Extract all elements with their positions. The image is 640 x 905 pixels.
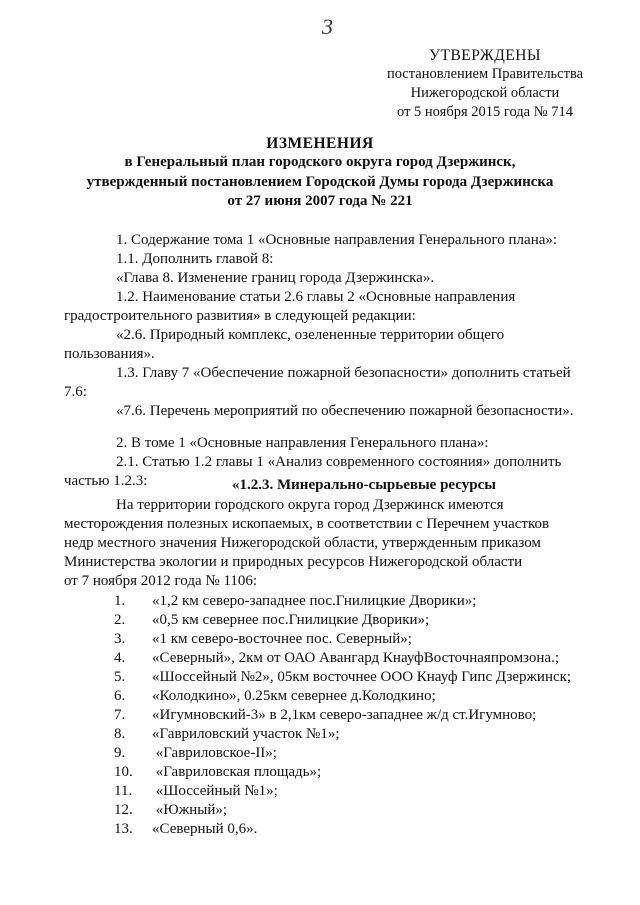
list-item-number: 11. (114, 783, 133, 799)
list-item-number: 5. (114, 669, 126, 685)
list-item-text: «Северный 0,6». (152, 821, 258, 837)
paragraph-1-2: 1.2. Наименование статьи 2.6 главы 2 «Основные направления (116, 289, 516, 305)
list-item (114, 630, 412, 649)
section-text-line: Министерства экологии и природных ресурсов Нижегородской области (64, 554, 523, 570)
title-line: утвержденный постановлением Городской Думы города Дзержинска (86, 173, 554, 190)
list-item-number: 6. (114, 688, 126, 704)
title-line: в Генеральный план городского округа город Дзержинск, (124, 154, 516, 170)
list-item (114, 725, 340, 744)
section-text-line: недр местного значения Нижегородской области, утвержденным приказом (64, 535, 541, 551)
list-item (114, 592, 476, 611)
list-item-text: «Шоссейный №2», 05км восточнее ООО Кнауф Гипс Дзержинск; (152, 669, 572, 685)
approval-line: Нижегородской области (410, 85, 560, 101)
list-item (114, 763, 321, 782)
paragraph-1-3: 1.3. Главу 7 «Обеспечение пожарной безопасности» дополнить статьей (116, 365, 571, 381)
list-item-text: «Гавриловская площадь»; (152, 764, 322, 780)
list-item-text: «Южный»; (152, 802, 228, 818)
title-line: от 27 июня 2007 года № 221 (227, 193, 413, 209)
list-item-number: 12. (114, 802, 133, 818)
list-item-text: «Гавриловское-II»; (152, 745, 277, 761)
list-item (114, 649, 559, 668)
paragraph-1-2-quote: «2.6. Природный комплекс, озелененные территории общего (116, 327, 505, 343)
section-subheading: «1.2.3. Минерально-сырьевые ресурсы (232, 477, 496, 493)
list-item (114, 668, 571, 687)
page-number: 3 (322, 14, 333, 39)
list-item-number: 4. (114, 650, 126, 666)
list-item (114, 687, 436, 706)
list-item (114, 706, 536, 725)
list-item-text: «Игумновский-3» в 2,1км северо-западнее ж/д ст.Игумново; (152, 707, 537, 723)
approval-heading: УТВЕРЖДЕНЫ (429, 47, 541, 64)
document-title (40, 134, 600, 212)
paragraph-2-1: 2.1. Статью 1.2 главы 1 «Анализ современного состояния» дополнить (116, 454, 562, 470)
paragraph-2-1-cont: частью 1.2.3: (64, 473, 148, 489)
approval-block (360, 46, 610, 122)
title-heading: ИЗМЕНЕНИЯ (266, 135, 374, 152)
section-text-line: месторождения полезных ископаемых, в соответствии с Перечнем участков (64, 516, 550, 532)
list-item-number: 10. (114, 764, 133, 780)
paragraph-1-2-quote-cont: пользования». (64, 346, 155, 362)
list-item-text: «0,5 км севернее пос.Гнилицкие Дворики»; (152, 612, 430, 628)
list-item-number: 9. (114, 745, 126, 761)
list-item-text: «Шоссейный №1»; (152, 783, 278, 799)
paragraph-1-1-text: «Глава 8. Изменение границ города Дзержинска». (116, 270, 435, 286)
list-item (114, 611, 429, 630)
list-item-number: 1. (114, 593, 126, 609)
approval-line: от 5 ноября 2015 года № 714 (397, 104, 573, 120)
list-item-text: «Колодкино», 0.25км севернее д.Колодкино; (152, 688, 436, 704)
list-item-text: «1,2 км северо-западнее пос.Гнилицкие Дворики»; (152, 593, 477, 609)
list-item-number: 2. (114, 612, 126, 628)
list-item-text: «1 км северо-восточнее пос. Северный»; (152, 631, 412, 647)
list-item (114, 744, 277, 763)
paragraph-2: 2. В томе 1 «Основные направления Генерального плана»: (116, 435, 489, 451)
section-text-line: На территории городского округа город Дзержинск имеются (116, 497, 504, 513)
list-item-number: 7. (114, 707, 126, 723)
paragraph-1-3-cont: 7.6: (64, 384, 87, 400)
list-item (114, 782, 278, 801)
approval-line: постановлением Правительства (386, 66, 584, 82)
list-item-number: 8. (114, 726, 126, 742)
paragraph-1: 1. Содержание тома 1 «Основные направления Генерального плана»: (116, 232, 558, 248)
list-item (114, 820, 257, 839)
paragraph-1-3-quote: «7.6. Перечень мероприятий по обеспечению пожарной безопасности». (116, 403, 574, 419)
list-item-number: 13. (114, 821, 133, 837)
section-text-line: от 7 ноября 2012 года № 1106: (64, 573, 258, 589)
list-item-text: «Гавриловский участок №1»; (152, 726, 340, 742)
list-item (114, 801, 227, 820)
paragraph-1-1: 1.1. Дополнить главой 8: (116, 251, 274, 267)
list-item-number: 3. (114, 631, 126, 647)
list-item-text: «Северный», 2км от ОАО Авангард КнауфВосточнаяпромзона.; (152, 650, 559, 666)
paragraph-1-2-cont: градостроительного развития» в следующей редакции: (64, 308, 416, 324)
